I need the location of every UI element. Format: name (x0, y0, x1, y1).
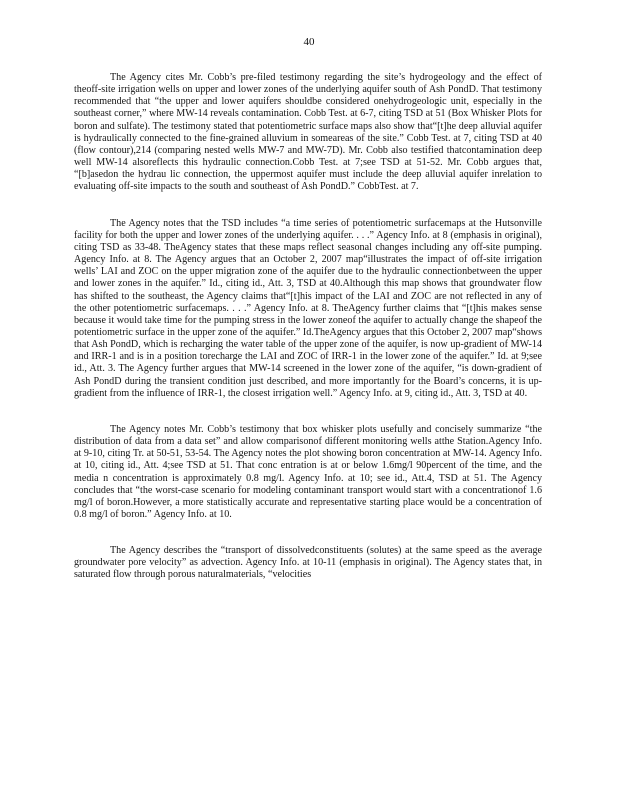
paragraph-1: The Agency cites Mr. Cobb’s pre-filed testimony regarding the site’s hydrogeology and the effect of theoff-site irrigation wells on upper and lower zones of the underlying aquifer south of Ash PondD. That testimony recommended that “the upper and lower aquifers shouldbe considered onehydrogeologic unit, especially in the southeast corner,” where MW-14 reveals contamination. Cobb Test. at 6-7, citing TSD at 51 (Box Whisker Plots for boron and sulfate). The testimony stated that potentiometric surface maps also show that“[t]he deep alluvial aquifer is hydraulically connected to the fine-grained alluvium in someareas of the site.” Cobb Test. at 7, citing TSD at 40 (flow contour),214 (comparing nested wells MW-7 and MW-7D). Mr. Cobb also testified thatcontamination deep well MW-14 alsoreflects this hydraulic connection.Cobb Test. at 7;see TSD at 51-52. Mr. Cobb argues that, “[b]asedon the hydrau lic connection, the uppermost aquifer must include the deep alluvial aquifer inrelation to evaluating off-site impacts to the south and southeast of Ash PondD.” CobbTest. at 7. (74, 72, 542, 193)
paragraph-2: The Agency notes that the TSD includes “a time series of potentiometric surfacemaps at the Hutsonville facility for both the upper and lower zones of the underlying aquifer. . . .” Agency Info. at 8 (emphasis in original), citing TSD as 33-48. TheAgency states that these maps reflect seasonal changes including any off-site pumping. Agency Info. at 8. The Agency argues that an October 2, 2007 map“illustrates the impact of off-site irrigation wells’ LAI and ZOC on the upper migration zone of the aquifer due to the hydraulic connectionbetween the upper and lower zones in the aquifer.” Id., citing id., Att. 3, TSD at 40.Although this map shows that groundwater flow has shifted to the southeast, the Agency claims that“[t]his impact of the LAI and ZOC are not reflected in any of the other potentiometric surfacemaps. . . .” Agency Info. at 8. TheAgency further claims that “[t]his makes sense because it would take time for the pumping stress in the lower zoneof the aquifer to actually change the shapeof the potentiometric surface in the upper zone of the aquifer.” Id.TheAgency argues that this October 2, 2007 map“shows that Ash PondD, which is recharging the water table of the upper zone of the aquifer, is now up-gradient of MW-14 and IRR-1 and is in a position torecharge the LAI and ZOC of IRR-1 in the lower zone of the aquifer.” Id. at 9;see id., Att. 3. The Agency further argues that MW-14 screened in the lower zone of the aquifer, “is down-gradient of Ash PondD during the transient condition just described, and more importantly for the Board’s concerns, it is up-gradient from the influence of IRR-1, the closest irrigation well.” Agency Info. at 9, citing id., Att. 3, TSD at 40. (74, 217, 542, 399)
paragraph-4: The Agency describes the “transport of dissolvedconstituents (solutes) at the same speed as the average groundwater pore velocity” as advection. Agency Info. at 10-11 (emphasis in original). The Agency states that, in saturated flow through porous naturalmaterials, “velocities (74, 545, 542, 581)
paragraph-3: The Agency notes Mr. Cobb’s testimony that box whisker plots usefully and concisely summarize “the distribution of data from a data set” and allow comparisonof different monitoring wells atthe Station.Agency Info. at 9-10, citing Tr. at 50-51, 53-54. The Agency notes the plot showing boron concentration at MW-14. Agency Info. at 10, citing id., Att. 4;see TSD at 51. That conc entration is at or below 1.6mg/l 90percent of the time, and the media n concentration is approximately 0.8 mg/l. Agency Info. at 10; see id., Att.4, TSD at 51. The Agency concludes that “the worst-case scenario for modeling contaminant transport would start with a concentrationof 1.6 mg/l of boron.However, a more statistically accurate and representative starting place would be a concentration of 0.8 mg/l of boron.” Agency Info. at 10. (74, 423, 542, 520)
document-body (74, 72, 542, 582)
page-number: 40 (303, 36, 315, 48)
